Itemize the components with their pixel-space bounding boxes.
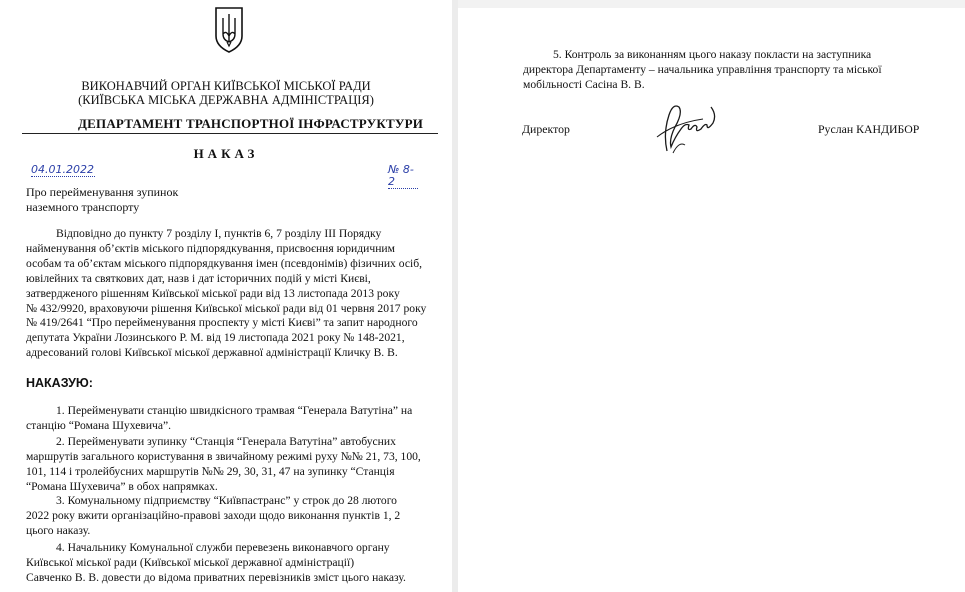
preamble-line: депутата України Лозинського Р. М. від 19 листопада 2021 року № 148-2021, [26, 331, 405, 345]
signatory-name: Руслан КАНДИБОР [818, 122, 920, 136]
item-line: 101, 114 і тролейбусних маршрутів №№ 29, 30, 31, 47 на зупинку “Станція [26, 464, 395, 478]
document-type-title: НАКАЗ [193, 146, 259, 161]
preamble-line: найменування об’єктів міського підпорядкування, присвоєння юридичним [26, 241, 395, 255]
handwritten-date: 04.01.2022 [31, 163, 94, 176]
handwritten-number: № 8-2 [388, 164, 418, 189]
item-line: 2022 року вжити організаційно-правові заходи щодо виконання пунктів 1, 2 [26, 508, 401, 522]
item-line: цього наказу. [26, 523, 91, 537]
preamble-line: особам та об’єктам міського підпорядкування імен (псевдонімів) фізичних осіб, [26, 256, 422, 270]
item-line: 3. Комунальному підприємству “Київпастранс” у строк до 28 лютого [56, 494, 397, 507]
preamble-line: ювілейних та святкових дат, назв і дат історичних подій у місті Києві, [26, 271, 371, 285]
item-line: станцію “Романа Шухевича”. [26, 418, 172, 432]
subject-line: наземного транспорту [26, 200, 140, 214]
item-line: 1. Перейменувати станцію швидкісного трамвая “Генерала Ватутіна” на [56, 404, 413, 417]
order-heading: НАКАЗУЮ: [26, 376, 93, 390]
subject-line: Про перейменування зупинок [26, 185, 179, 199]
page-top-shade [458, 0, 965, 8]
preamble-line: Відповідно до пункту 7 розділу І, пунктів 6, 7 розділу ІІІ Порядку [56, 227, 382, 240]
organization-line-2: (КИЇВСЬКА МІСЬКА ДЕРЖАВНА АДМІНІСТРАЦІЯ) [78, 93, 374, 107]
item-line: 5. Контроль за виконанням цього наказу покласти на заступника [553, 48, 872, 61]
order-item-2 [26, 435, 438, 495]
order-item-5 [523, 48, 943, 93]
order-item-4 [26, 541, 438, 586]
item-line: мобільності Сасіна В. В. [523, 77, 645, 91]
signatory-position: Директор [522, 122, 570, 136]
item-line: директора Департаменту – начальника управління транспорту та міської [523, 62, 882, 76]
handwritten-signature [645, 93, 720, 155]
coat-of-arms-icon [214, 6, 244, 54]
preamble-line: затвердженого рішенням Київської міської ради від 13 листопада 2013 року [26, 286, 400, 300]
preamble-line: № 432/9920, враховуючи рішення Київської міської ради від 01 червня 2017 року [26, 301, 427, 315]
department-name: ДЕПАРТАМЕНТ ТРАНСПОРТНОЇ ІНФРАСТРУКТУРИ [78, 116, 424, 131]
order-item-3 [26, 494, 438, 539]
preamble-paragraph [26, 227, 438, 361]
organization-line-1: ВИКОНАВЧИЙ ОРГАН КИЇВСЬКОЇ МІСЬКОЇ РАДИ [81, 79, 371, 93]
order-item-1 [26, 404, 438, 434]
item-line: 4. Начальнику Комунальної служби перевезень виконавчого органу [56, 541, 390, 554]
preamble-line: адресований голові Київської міської державної адміністрації Кличку В. В. [26, 346, 398, 360]
item-line: Савченко В. В. довести до відома приватних перевізників зміст цього наказу. [26, 570, 406, 584]
department-divider [22, 133, 438, 134]
preamble-line: № 419/2641 “Про перейменування проспекту у місті Києві” та запит народного [26, 316, 418, 330]
item-line: маршрутів загального користування в звичайному режимі руху №№ 21, 73, 100, [26, 449, 421, 463]
item-line: 2. Перейменувати зупинку “Станція “Генерала Ватутіна” автобусних [56, 435, 396, 448]
item-line: “Романа Шухевича” в обох напрямках. [26, 479, 218, 493]
item-line: Київської міської ради (Київської міської державної адміністрації) [26, 555, 355, 569]
subject-block [26, 185, 178, 215]
